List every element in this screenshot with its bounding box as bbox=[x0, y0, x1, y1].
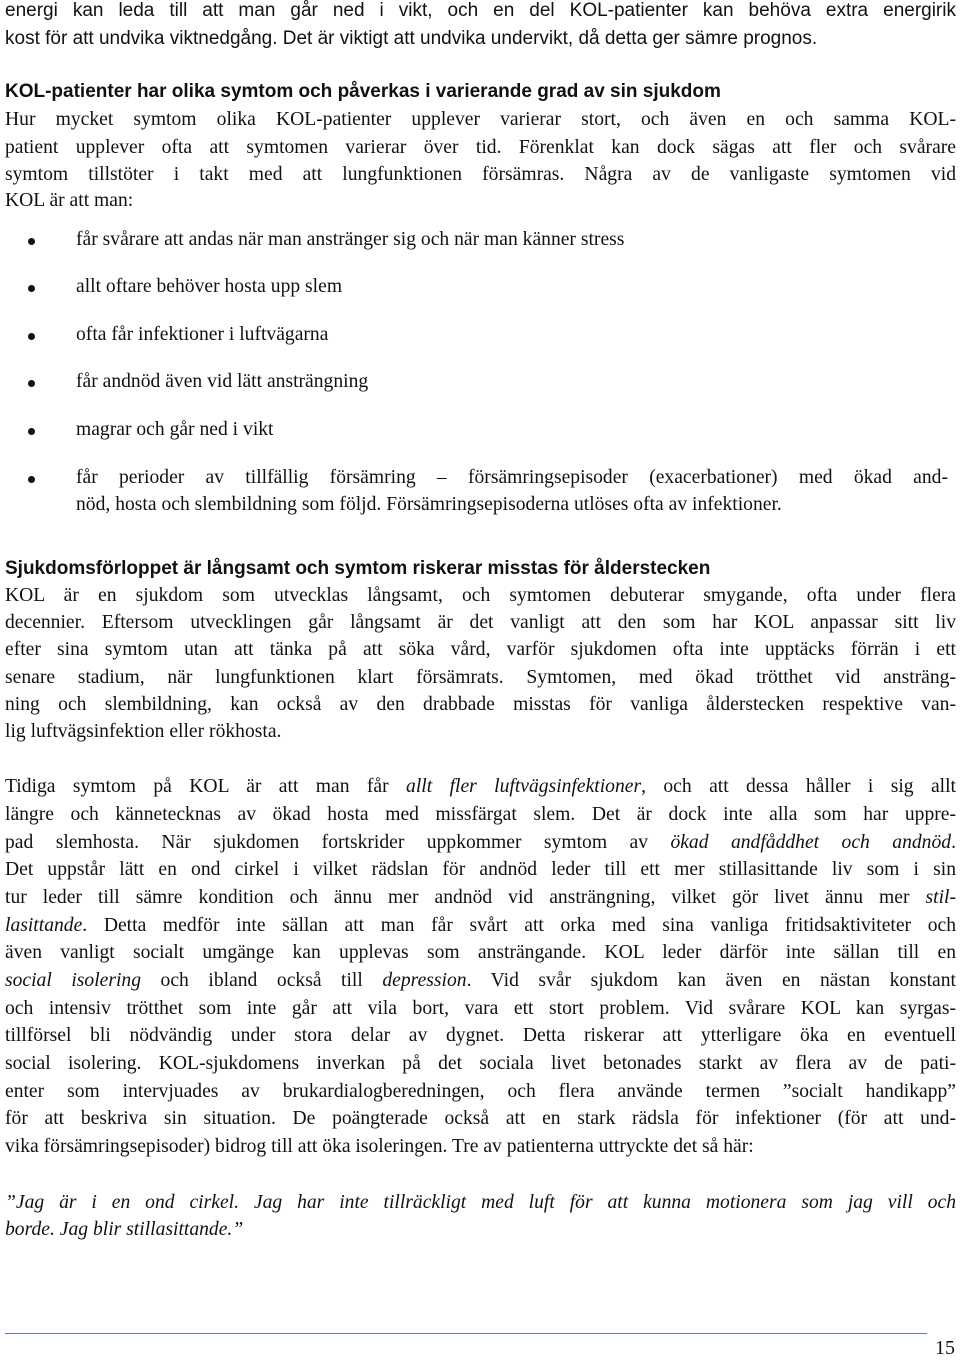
list-item: får svårare att andas när man anstränger sig och när man känner stress bbox=[76, 229, 625, 250]
text-run: och ibland också till bbox=[141, 970, 383, 991]
bullet-dot bbox=[28, 476, 35, 483]
para3-line-9: och intensiv trötthet som inte går att vila bort, vara ett stort problem. Vid svårare KOL kan syrgas- bbox=[5, 998, 956, 1019]
para3-line-12: enter som intervjuades av brukardialogberedningen, och flera använde termen ”socialt handikapp” bbox=[5, 1081, 956, 1102]
para3-line-13: för att beskriva sin situation. De poängterade också att en stark rädsla för infektioner (för att und- bbox=[5, 1108, 956, 1129]
text-run: pad slemhosta. När sjukdomen fortskrider uppkommer symtom av bbox=[5, 832, 671, 853]
section1-line-3: symtom tillstöter i takt med att lungfunktionen försämras. Några av de vanligaste symtomen vid bbox=[5, 164, 956, 185]
para3-line-1 bbox=[5, 773, 956, 801]
section1-line-1: Hur mycket symtom olika KOL-patienter upplever varierar stort, och även en och samma KOL- bbox=[5, 109, 956, 130]
para3-line-11: social isolering. KOL-sjukdomens inverkan på det sociala livet betonades starkt av flera av de pati- bbox=[5, 1053, 956, 1074]
section2-line-3: efter sina symtom utan att tänka på att söka vård, varför sjukdomen ofta inte upptäcks förrän i ett bbox=[5, 639, 956, 660]
section2-line-1: KOL är en sjukdom som utvecklas långsamt, och symtomen debuterar smygande, ofta under flera bbox=[5, 585, 956, 606]
quote-line-1: ”Jag är i en ond cirkel. Jag har inte tillräckligt med luft för att kunna motionera som jag vill och bbox=[5, 1192, 956, 1213]
section2-line-4: senare stadium, när lungfunktionen klart försämrats. Symtomen, med ökad trötthet vid ansträng- bbox=[5, 667, 956, 688]
bullet-dot bbox=[28, 380, 35, 387]
section2-line-5: ning och slembildning, kan också av den drabbade misstas för vanliga ålderstecken respektive van- bbox=[5, 694, 956, 715]
bullet-dot bbox=[28, 333, 35, 340]
para3-line-5 bbox=[5, 884, 956, 912]
text-run: . bbox=[951, 832, 956, 853]
emphasis: allt fler luftvägsinfektioner bbox=[406, 776, 642, 797]
quote-line-2: borde. Jag blir stillasittande.” bbox=[5, 1219, 244, 1240]
text-run: . Vid svår sjukdom kan även en nästan konstant bbox=[466, 970, 956, 991]
bullet-dot bbox=[28, 285, 35, 292]
para3-line-3 bbox=[5, 829, 956, 857]
emphasis: lasittande bbox=[5, 915, 83, 936]
section1-line-2: patient upplever ofta att symtomen varierar över tid. Förenklat kan dock sägas att fler och svårare bbox=[5, 137, 956, 158]
bullet-dot bbox=[28, 428, 35, 435]
list-item-continuation: nöd, hosta och slembildning som följd. Försämringsepisoderna utlöses ofta av infektioner. bbox=[76, 494, 782, 515]
intro-line-1: energi kan leda till att man går ned i vikt, och en del KOL-patienter kan behöva extra energirik bbox=[5, 0, 956, 21]
intro-line-2: kost för att undvika viktnedgång. Det är viktigt att undvika undervikt, då detta ger sämre prognos. bbox=[5, 28, 818, 49]
section2-line-2: decennier. Eftersom utvecklingen går långsamt är det vanligt att den som har KOL anpassar sitt liv bbox=[5, 612, 956, 633]
section-heading-progression: Sjukdomsförloppet är långsamt och symtom riskerar misstas för ålderstecken bbox=[5, 558, 711, 579]
emphasis: depression bbox=[382, 970, 467, 991]
page-number: 15 bbox=[935, 1337, 955, 1359]
para3-line-7: även vanligt socialt umgänge kan upplevas som ansträngande. KOL leder därför inte sällan till en bbox=[5, 942, 956, 963]
list-item: allt oftare behöver hosta upp slem bbox=[76, 276, 343, 297]
list-item: får perioder av tillfällig försämring – försämringsepisoder (exacerbationer) med ökad and- bbox=[76, 467, 948, 488]
para3-line-6 bbox=[5, 912, 956, 940]
emphasis: social isolering bbox=[5, 970, 142, 991]
para3-line-2: längre och kännetecknas av ökad hosta med missfärgat slem. Det är dock inte alla som har uppre- bbox=[5, 804, 956, 825]
para3-line-14: vika försämringsepisoder) bidrog till att öka isoleringen. Tre av patienterna uttryckte det så här: bbox=[5, 1136, 754, 1157]
emphasis: stil- bbox=[925, 887, 956, 908]
list-item: ofta får infektioner i luftvägarna bbox=[76, 324, 329, 345]
list-item: magrar och går ned i vikt bbox=[76, 419, 274, 440]
para3-line-10: tillförsel bli nödvändig under stora delar av dygnet. Detta riskerar att ytterligare öka en eventuell bbox=[5, 1025, 956, 1046]
text-run: tur leder till sämre kondition och ännu mer andnöd vid ansträngning, vilket gör livet ännu mer bbox=[5, 887, 926, 908]
footer-rule bbox=[5, 1333, 927, 1334]
list-item: får andnöd även vid lätt ansträngning bbox=[76, 371, 369, 392]
section2-line-6: lig luftvägsinfektion eller rökhosta. bbox=[5, 721, 282, 742]
text-run: . Detta medför inte sällan att man får svårt att orka med sina vanliga fritidsaktiviteter och bbox=[82, 915, 956, 936]
para3-line-8 bbox=[5, 967, 956, 995]
section-heading-symptoms: KOL-patienter har olika symtom och påverkas i varierande grad av sin sjukdom bbox=[5, 81, 721, 102]
text-run: , och att dessa håller i sig allt bbox=[641, 776, 956, 797]
text-run: Tidiga symtom på KOL är att man får bbox=[5, 776, 407, 797]
emphasis: ökad andfåddhet och andnöd bbox=[670, 832, 952, 853]
bullet-dot bbox=[28, 238, 35, 245]
para3-line-4: Det uppstår lätt en ond cirkel i vilket rädslan för andnöd leder till ett mer stillasittande liv som i sin bbox=[5, 859, 956, 880]
section1-line-4: KOL är att man: bbox=[5, 190, 134, 211]
